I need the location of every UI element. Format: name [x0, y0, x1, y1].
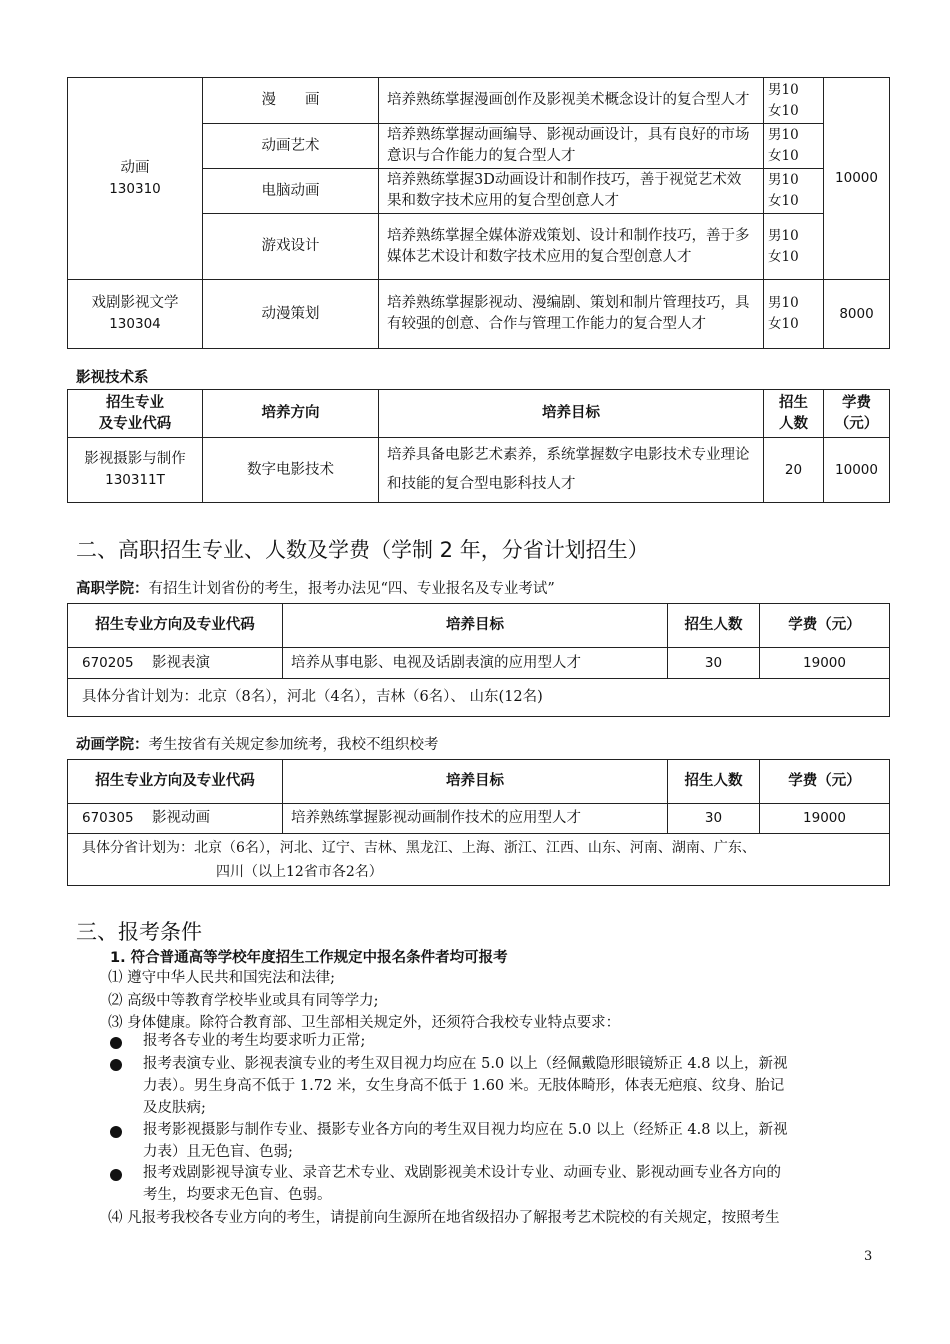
direction-cell: 电脑动画 [203, 169, 379, 214]
goal-cell: 培养熟练掌握影视动画制作技术的应用型人才 [283, 804, 668, 834]
condition-item: ⑴ 遵守中华人民共和国宪法和法律; [108, 970, 335, 986]
major-name: 影视表演 [151, 654, 210, 671]
fee-cell: 19000 [760, 648, 890, 679]
male-quota: 男10 [768, 127, 799, 143]
goal-cell: 培养具备电影艺术素养，系统掌握数字电影技术专业理论和技能的复合型电影科技人才 [379, 438, 764, 503]
female-quota: 女10 [768, 248, 799, 265]
donghua-note [76, 733, 439, 754]
gaozhi-label: 高职学院： [76, 581, 149, 597]
major-name: 戏剧影视文学 [91, 295, 179, 311]
male-quota: 男10 [768, 295, 799, 311]
male-quota: 男10 [768, 227, 799, 244]
gaozhi-note-text: 有招生计划省份的考生，报考办法见“四、专业报名及专业考试” [148, 581, 555, 597]
major-code: 670305 [82, 810, 134, 826]
header-text: 及专业代码 [98, 415, 172, 432]
donghua-note-text: 考生按省有关规定参加统考，我校不组织校考 [148, 737, 439, 753]
condition-item: ⑷ 凡报考我校各专业方向的考生，请提前向生源所在地省级招办了解报考艺术院校的有关规定，按照考生 [108, 1210, 780, 1226]
header-goal: 培养目标 [283, 760, 668, 804]
bullet-text: 报考影视摄影与制作专业、摄影专业各方向的考生双目视力均应在 5.0 以上（经矫正 4.8 以上，新视 [143, 1122, 788, 1138]
major-code: 130310 [109, 180, 161, 197]
province-plan [68, 834, 890, 886]
header-count [764, 390, 824, 438]
header-count: 招生人数 [668, 760, 760, 804]
male-quota: 男10 [768, 81, 799, 98]
major-name: 影视动画 [151, 810, 210, 826]
header-text: 人数 [779, 415, 808, 432]
fee-cell-drama: 8000 [824, 280, 890, 349]
quota-cell [764, 214, 824, 280]
female-quota: 女10 [768, 193, 799, 209]
major-name: 动画 [120, 159, 150, 176]
major-name: 影视摄影与制作 [84, 451, 186, 467]
header-goal: 培养目标 [379, 390, 764, 438]
quota-cell [764, 124, 824, 169]
donghua-label: 动画学院： [76, 737, 149, 753]
province-plan: 具体分省计划为：北京（8名），河北（4名），吉林（6名）、 山东(12名) [68, 679, 890, 717]
header-text: 招生专业 [106, 394, 164, 411]
major-cell [68, 438, 203, 503]
header-goal: 培养目标 [283, 604, 668, 648]
bullet-icon [110, 1059, 122, 1071]
direction-cell: 漫 画 [203, 78, 379, 124]
major-code: 130311T [105, 472, 165, 488]
bullet-text: 力表）且无色盲、色弱; [143, 1144, 293, 1160]
goal-cell: 培养熟练掌握漫画创作及影视美术概念设计的复合型人才 [379, 78, 764, 124]
count-cell: 30 [668, 648, 760, 679]
direction-cell: 游戏设计 [203, 214, 379, 280]
quota-cell [764, 169, 824, 214]
bullet-text: 报考表演专业、影视表演专业的考生双目视力均应在 5.0 以上（经佩戴隐形眼镜矫正 4.8 以上，新视 [143, 1056, 788, 1072]
header-fee: 学费（元） [760, 604, 890, 648]
bullet-icon [110, 1037, 122, 1049]
direction-cell: 动漫策划 [203, 280, 379, 349]
bullet-text: 考生，均要求无色盲、色弱。 [143, 1187, 332, 1203]
province-plan-line: 具体分省计划为：北京（6名），河北、辽宁、吉林、黑龙江、上海、浙江、江西、山东、河南、湖南、广东、 [82, 839, 756, 856]
donghua-table [67, 759, 890, 886]
goal-cell: 培养熟练掌握3D动画设计和制作技巧，善于视觉艺术效果和数字技术应用的复合型创意人才 [379, 169, 764, 214]
gaozhi-table [67, 603, 890, 717]
direction-cell: 数字电影技术 [203, 438, 379, 503]
bullet-text: 报考戏剧影视导演专业、录音艺术专业、戏剧影视美术设计专业、动画专业、影视动画专业各方向的 [143, 1165, 781, 1181]
bullet-icon [110, 1126, 122, 1138]
condition-item: ⑶ 身体健康。除符合教育部、卫生部相关规定外，还须符合我校专业特点要求： [108, 1015, 621, 1031]
major-cell-animation [68, 78, 203, 280]
province-plan-line: 四川（以上12省市各2名） [216, 863, 383, 880]
major-cell-drama [68, 280, 203, 349]
section3-title: 三、报考条件 [76, 920, 202, 944]
major-code: 670205 [82, 654, 134, 671]
goal-cell: 培养从事电影、电视及话剧表演的应用型人才 [283, 648, 668, 679]
header-text: 学费 [842, 394, 871, 411]
bullet-text: 力表）。男生身高不低于 1.72 米，女生身高不低于 1.60 米。无肢体畸形，体表无疤痕、纹身、胎记 [143, 1078, 785, 1094]
bullet-icon [110, 1169, 122, 1181]
goal-cell: 培养熟练掌握影视动、漫编剧、策划和制片管理技巧，具有较强的创意、合作与管理工作能力的复合型人才 [379, 280, 764, 349]
fee-cell: 19000 [760, 804, 890, 834]
female-quota: 女10 [768, 102, 799, 119]
quota-cell [764, 280, 824, 349]
header-fee [824, 390, 890, 438]
fee-cell-animation: 10000 [824, 78, 890, 280]
header-major: 招生专业方向及专业代码 [68, 760, 283, 804]
header-fee: 学费（元） [760, 760, 890, 804]
goal-cell: 培养熟练掌握全媒体游戏策划、设计和制作技巧，善于多媒体艺术设计和数字技术应用的复合型创意人才 [379, 214, 764, 280]
dept-title-tech: 影视技术系 [76, 370, 149, 386]
condition-heading: 1. 符合普通高等学校年度招生工作规定中报名条件者均可报考 [110, 950, 508, 966]
header-text: （元） [834, 415, 879, 432]
major-code: 130304 [109, 316, 161, 332]
quota-cell [764, 78, 824, 124]
male-quota: 男10 [768, 172, 799, 188]
bullet-text: 报考各专业的考生均要求听力正常; [143, 1033, 366, 1049]
animation-majors-table [67, 77, 890, 349]
gaozhi-note [76, 577, 555, 598]
film-tech-table [67, 389, 890, 503]
female-quota: 女10 [768, 148, 799, 164]
page-number: 3 [864, 1249, 873, 1264]
bullet-text: 及皮肤病; [143, 1100, 206, 1116]
major-cell [68, 648, 283, 679]
direction-cell: 动画艺术 [203, 124, 379, 169]
major-cell [68, 804, 283, 834]
header-count: 招生人数 [668, 604, 760, 648]
header-direction: 培养方向 [203, 390, 379, 438]
condition-item: ⑵ 高级中等教育学校毕业或具有同等学力; [108, 993, 379, 1009]
goal-cell: 培养熟练掌握动画编导、影视动画设计，具有良好的市场意识与合作能力的复合型人才 [379, 124, 764, 169]
section2-title: 二、高职招生专业、人数及学费（学制 2 年，分省计划招生） [76, 538, 649, 562]
header-text: 招生 [779, 394, 808, 411]
female-quota: 女10 [768, 316, 799, 332]
count-cell: 20 [764, 438, 824, 503]
header-major: 招生专业方向及专业代码 [68, 604, 283, 648]
header-major [68, 390, 203, 438]
fee-cell: 10000 [824, 438, 890, 503]
count-cell: 30 [668, 804, 760, 834]
